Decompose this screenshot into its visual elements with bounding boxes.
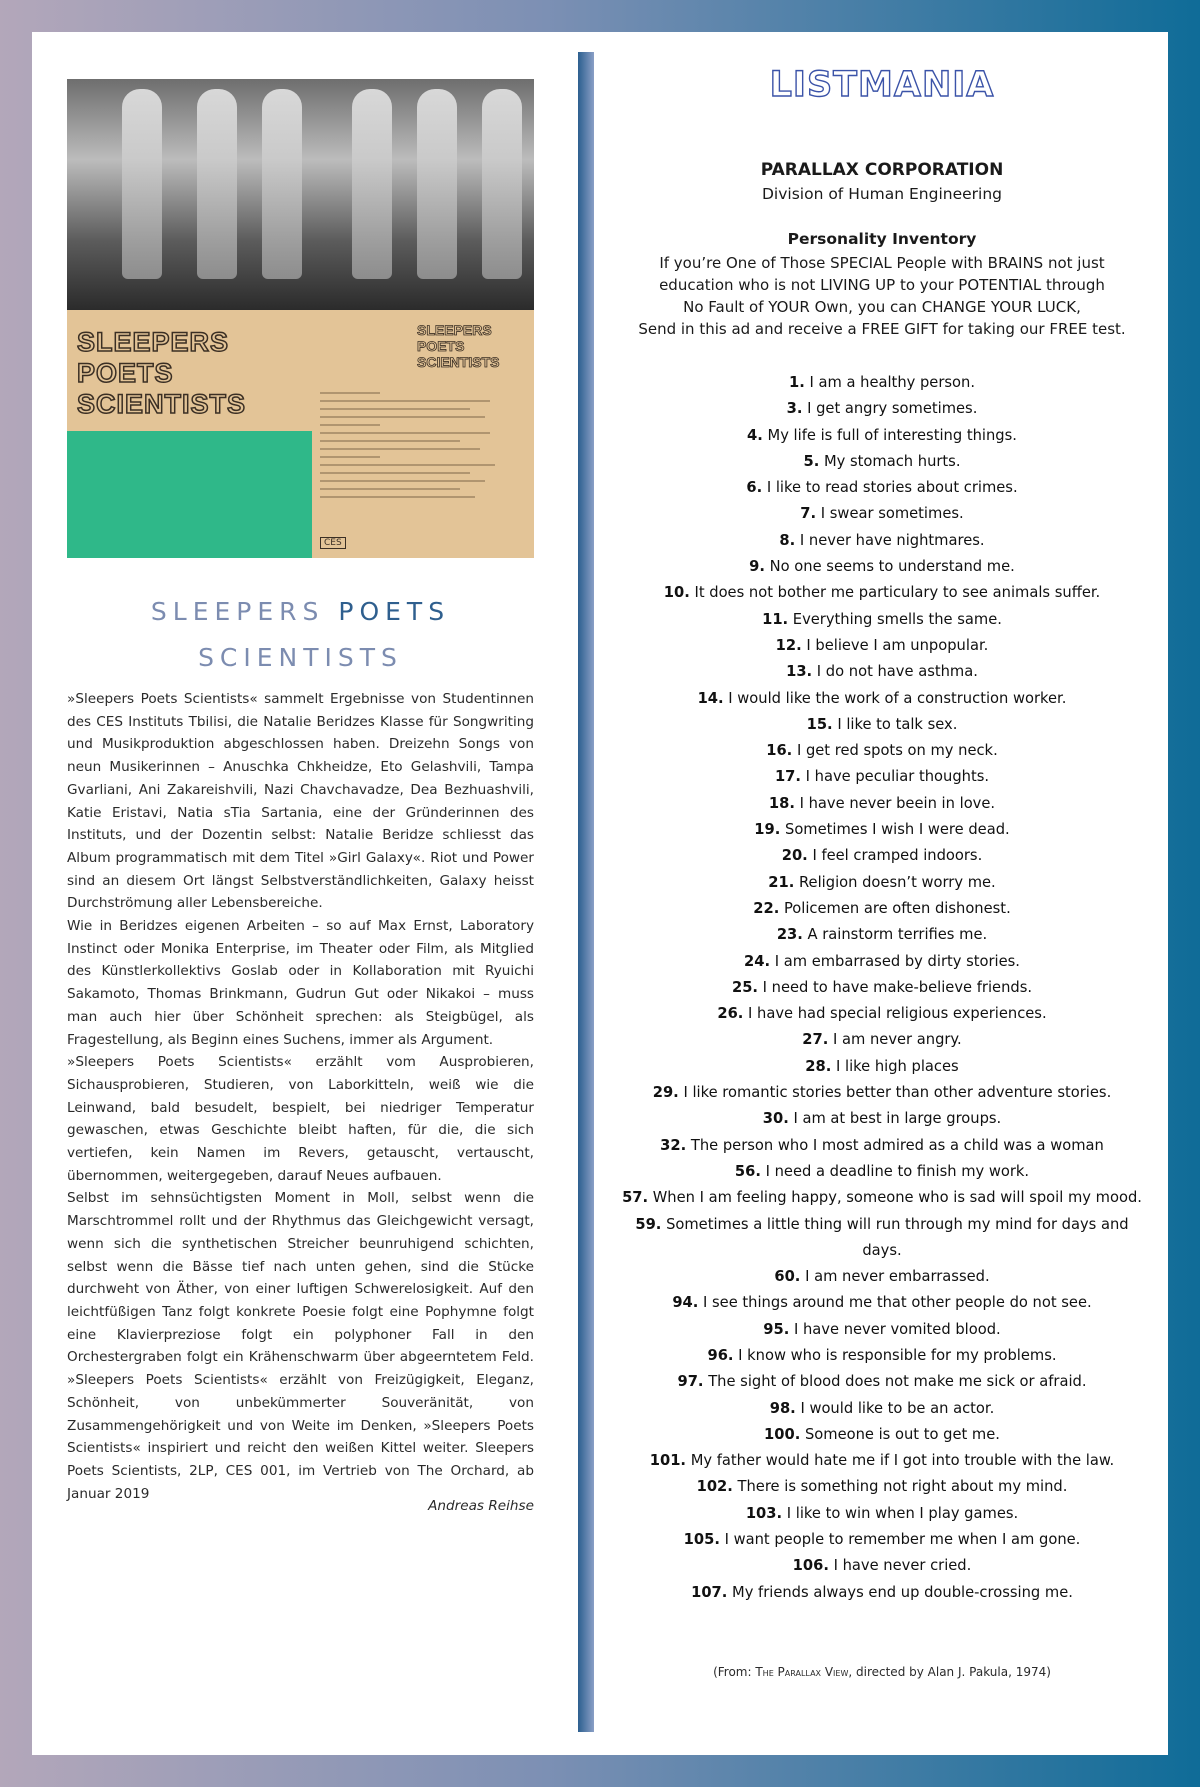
item-text: I like to win when I play games. bbox=[786, 1504, 1019, 1522]
item-text: A rainstorm terrifies me. bbox=[807, 926, 988, 944]
inventory-item bbox=[617, 633, 1147, 659]
inventory-item bbox=[617, 1027, 1147, 1053]
article-body bbox=[67, 688, 534, 1505]
item-text: I need a deadline to finish my work. bbox=[765, 1162, 1030, 1180]
item-number: 28. bbox=[805, 1057, 832, 1075]
item-text: I feel cramped indoors. bbox=[812, 847, 983, 865]
item-text: Everything smells the same. bbox=[792, 610, 1002, 628]
item-text: I have never beein in love. bbox=[799, 794, 996, 812]
inventory-item bbox=[617, 896, 1147, 922]
band-photo bbox=[67, 79, 534, 310]
item-number: 30. bbox=[762, 1110, 789, 1128]
item-number: 25. bbox=[731, 978, 758, 996]
cover-label-logo: CES bbox=[320, 537, 346, 549]
inventory-item bbox=[617, 949, 1147, 975]
item-text: My father would hate me if I got into trouble with the law. bbox=[690, 1452, 1115, 1470]
inventory-item bbox=[617, 449, 1147, 475]
item-number: 6. bbox=[746, 479, 763, 497]
item-number: 95. bbox=[763, 1320, 790, 1338]
inventory-item bbox=[617, 1212, 1147, 1265]
item-number: 59. bbox=[635, 1215, 662, 1233]
article-title: SLEEPERS POETS SCIENTISTS bbox=[150, 597, 451, 672]
item-number: 12. bbox=[775, 636, 802, 654]
inventory-item bbox=[617, 659, 1147, 685]
item-number: 98. bbox=[769, 1399, 796, 1417]
listmania-logo: LISTMANIA bbox=[769, 65, 995, 105]
item-text: I am a healthy person. bbox=[809, 374, 975, 391]
item-number: 102. bbox=[696, 1478, 733, 1496]
inventory-item bbox=[617, 1343, 1147, 1369]
item-text: I am at best in large groups. bbox=[793, 1110, 1002, 1128]
item-number: 24. bbox=[744, 952, 771, 970]
item-number: 27. bbox=[802, 1031, 829, 1049]
inventory-item bbox=[617, 1185, 1147, 1211]
item-number: 22. bbox=[753, 899, 780, 917]
inventory-item bbox=[617, 975, 1147, 1001]
item-text: I get angry sometimes. bbox=[807, 400, 978, 418]
inventory-item bbox=[617, 686, 1147, 712]
item-text: I know who is responsible for my problems. bbox=[738, 1346, 1057, 1364]
inventory-item bbox=[617, 764, 1147, 790]
item-text: I would like the work of a construction worker. bbox=[728, 689, 1067, 707]
item-number: 29. bbox=[652, 1084, 679, 1102]
item-text: I have had special religious experiences. bbox=[748, 1005, 1047, 1023]
item-number: 103. bbox=[745, 1504, 783, 1522]
item-number: 107. bbox=[691, 1583, 728, 1601]
article-paragraph: »Sleepers Poets Scientists« sammelt Ergebnisse von Studentinnen des CES Instituts Tbilisi, die Natalie Beridzes Klasse für Songwriting und Musikproduktion abgeschlossen haben. Dreizehn Songs von neun Musikerinnen – Anuschka Chkheidze, Eto Gelashvili, Tampa Gvarliani, Ani Zakareishvili, Nazi Chavchavadze, Dea Bezhuashvili, Katie Eristavi, Natia sTia Sartania, eine der Gründerinnen des Instituts, und der Dozentin selbst: Natalie Beridze schliesst das Album programmatisch mit dem Titel »Girl Galaxy«. Riot und Power sind an diesem Ort längst Selbstverständlichkeiten, Galaxy heisst Durchströmung aller Lebensbereiche. bbox=[67, 691, 534, 912]
item-number: 17. bbox=[774, 768, 801, 786]
item-number: 32. bbox=[660, 1136, 687, 1154]
inventory-intro: If you’re One of Those SPECIAL People with BRAINS not just education who is not LIVING UP to your POTENTIAL through No Fault of YOUR Own, you can CHANGE YOUR LUCK, Send in this ad and receive a FREE GIFT for taking our FREE test. bbox=[638, 254, 1126, 338]
item-text: I would like to be an actor. bbox=[800, 1399, 995, 1417]
item-text: I am never angry. bbox=[833, 1031, 962, 1049]
item-number: 57. bbox=[622, 1189, 649, 1207]
item-text: There is something not right about my mind. bbox=[737, 1478, 1068, 1496]
inventory-item bbox=[617, 1159, 1147, 1185]
inventory-item bbox=[617, 1317, 1147, 1343]
item-number: 20. bbox=[781, 847, 808, 865]
item-number: 16. bbox=[766, 742, 793, 760]
inventory-item bbox=[617, 501, 1147, 527]
item-text: I am embarrased by dirty stories. bbox=[774, 952, 1020, 970]
cover-green-block bbox=[67, 431, 312, 558]
item-text: I want people to remember me when I am gone. bbox=[724, 1531, 1081, 1549]
article-paragraph: »Sleepers Poets Scientists« erzählt vom Ausprobieren, Sichausprobieren, Studieren, von Laborkitteln, weiß wie die Leinwand, bald besudelt, bespielt, bei niedriger Temperatur gewaschen, etwas Geschichte bleibt haften, für die, die sich vertiefen, kein Namen im Revers, getauscht, vertauscht, übernommen, weitergegeben, darauf Neues aufbauen. bbox=[67, 1054, 534, 1184]
item-text: I like to talk sex. bbox=[837, 715, 958, 733]
cover-small-title: SLEEPERS POETS SCIENTISTS bbox=[417, 322, 500, 370]
inventory-item bbox=[617, 922, 1147, 948]
inventory-list bbox=[617, 370, 1147, 1606]
inventory-item bbox=[617, 1133, 1147, 1159]
inventory-item bbox=[617, 1396, 1147, 1422]
item-text: No one seems to understand me. bbox=[769, 558, 1015, 576]
cover-title: SLEEPERS POETS SCIENTISTS bbox=[77, 327, 247, 419]
item-number: 13. bbox=[786, 663, 813, 681]
item-number: 19. bbox=[754, 821, 781, 839]
inventory-item bbox=[617, 370, 1147, 396]
item-text: I am never embarrassed. bbox=[805, 1268, 990, 1286]
item-text: It does not bother me particulary to see animals suffer. bbox=[694, 584, 1101, 602]
item-number: 26. bbox=[717, 1005, 744, 1023]
article-author: Andreas Reihse bbox=[428, 1498, 534, 1514]
inventory-item bbox=[617, 817, 1147, 843]
item-number: 100. bbox=[764, 1425, 801, 1443]
item-text: Religion doesn’t worry me. bbox=[799, 873, 996, 891]
item-text: Someone is out to get me. bbox=[804, 1425, 1000, 1443]
inventory-item bbox=[617, 396, 1147, 422]
inventory-item bbox=[617, 1054, 1147, 1080]
inventory-item bbox=[617, 1369, 1147, 1395]
item-number: 15. bbox=[806, 715, 833, 733]
item-number: 3. bbox=[786, 400, 803, 418]
item-text: I have never vomited blood. bbox=[793, 1320, 1001, 1338]
inventory-item bbox=[617, 843, 1147, 869]
item-number: 4. bbox=[747, 426, 763, 444]
inventory-item bbox=[617, 712, 1147, 738]
inventory-item bbox=[617, 475, 1147, 501]
item-text: I need to have make-believe friends. bbox=[762, 978, 1033, 996]
item-number: 14. bbox=[697, 689, 724, 707]
item-text: I swear sometimes. bbox=[820, 505, 964, 523]
inventory-item bbox=[617, 1422, 1147, 1448]
inventory-item bbox=[617, 738, 1147, 764]
item-number: 9. bbox=[749, 558, 765, 576]
item-text: My stomach hurts. bbox=[823, 452, 961, 470]
item-number: 10. bbox=[663, 584, 690, 602]
item-text: My friends always end up double-crossing me. bbox=[732, 1583, 1073, 1601]
item-number: 105. bbox=[683, 1531, 720, 1549]
item-text: I see things around me that other people do not see. bbox=[703, 1294, 1092, 1312]
inventory-item bbox=[617, 1106, 1147, 1132]
inventory-item bbox=[617, 1264, 1147, 1290]
item-number: 94. bbox=[672, 1294, 699, 1312]
item-text: I get red spots on my neck. bbox=[796, 742, 998, 760]
inventory-item bbox=[617, 607, 1147, 633]
item-number: 101. bbox=[649, 1452, 687, 1470]
corporation-name: PARALLAX CORPORATION bbox=[760, 160, 1004, 180]
item-text: I believe I am unpopular. bbox=[806, 636, 989, 654]
item-number: 11. bbox=[762, 610, 789, 628]
item-number: 60. bbox=[774, 1268, 801, 1286]
item-text: I like romantic stories better than other adventure stories. bbox=[683, 1084, 1112, 1102]
item-number: 1. bbox=[789, 374, 805, 391]
item-text: When I am feeling happy, someone who is sad will spoil my mood. bbox=[652, 1189, 1142, 1207]
source-credit: (From: The Parallax View, directed by Alan J. Pakula, 1974) bbox=[713, 1665, 1051, 1679]
item-text: Policemen are often dishonest. bbox=[783, 899, 1011, 917]
inventory-item bbox=[617, 1080, 1147, 1106]
item-text: I like to read stories about crimes. bbox=[766, 479, 1018, 497]
item-number: 18. bbox=[768, 794, 795, 812]
inventory-item bbox=[617, 554, 1147, 580]
item-number: 106. bbox=[792, 1557, 829, 1575]
inventory-item bbox=[617, 1580, 1147, 1606]
album-cover-image bbox=[67, 79, 534, 558]
inventory-item bbox=[617, 791, 1147, 817]
item-number: 56. bbox=[734, 1162, 761, 1180]
inventory-item bbox=[617, 1474, 1147, 1500]
inventory-item bbox=[617, 580, 1147, 606]
division-name: Division of Human Engineering bbox=[761, 185, 1003, 203]
cover-tracklist bbox=[320, 386, 520, 504]
item-number: 97. bbox=[677, 1373, 704, 1391]
item-number: 21. bbox=[768, 873, 795, 891]
inventory-item bbox=[617, 1448, 1147, 1474]
article-paragraph: Wie in Beridzes eigenen Arbeiten – so auf Max Ernst, Laboratory Instinct oder Monika Enterprise, im Theater oder Film, als Mitglied des Künstlerkollektivs Goslab oder in Kollaboration mit Ryuichi Sakamoto, Thomas Brinkmann, Gudrun Gut oder Nikakoi – muss man auch hier über Schönheit sprechen: als Steigbügel, als Fragestellung, als Beginn eines Suchens, immer als Argument. bbox=[67, 918, 534, 1048]
item-text: I like high places bbox=[835, 1057, 959, 1075]
item-text: The sight of blood does not make me sick or afraid. bbox=[708, 1373, 1087, 1391]
inventory-item bbox=[617, 1290, 1147, 1316]
item-text: I have peculiar thoughts. bbox=[805, 768, 990, 786]
inventory-item bbox=[617, 1527, 1147, 1553]
item-number: 5. bbox=[803, 452, 820, 470]
item-text: Sometimes a little thing will run through my mind for days and days. bbox=[666, 1215, 1129, 1259]
item-text: I never have nightmares. bbox=[799, 531, 985, 549]
item-number: 7. bbox=[800, 505, 817, 523]
item-text: I do not have asthma. bbox=[816, 663, 978, 681]
item-text: I have never cried. bbox=[833, 1557, 972, 1575]
item-number: 8. bbox=[779, 531, 796, 549]
page bbox=[32, 32, 1168, 1755]
inventory-item bbox=[617, 1501, 1147, 1527]
inventory-item bbox=[617, 423, 1147, 449]
inventory-title: Personality Inventory bbox=[787, 230, 977, 248]
column-divider bbox=[578, 52, 594, 1732]
inventory-item bbox=[617, 1553, 1147, 1579]
article-paragraph: Selbst im sehnsüchtigsten Moment in Moll, selbst wenn die Marschtrommel rollt und der Rhythmus das Gleichgewicht versagt, wenn sich die synthetischen Streicher beunruhigend schichten, selbst wenn die Bässe tief nach unten gehen, sind die Stücke durchweht von Äther, von einer luftigen Schwerelosigkeit. Auf den leichtfüßigen Tanz folgt konkrete Poesie folgt eine Pophymne folgt eine Klavierpreziose folgt ein polyphoner Fall in den Orchestergraben folgt ein Krähenschwarm über abgeerntetem Feld. »Sleepers Poets Scientists« erzählt von Freizügigkeit, Eleganz, Schönheit, von unbekümmerter Souveränität, von Zusammengehörigkeit und von Weite im Denken, »Sleepers Poets Scientists« inspiriert und reicht den weißen Kittel weiter. Sleepers Poets Scientists, 2LP, CES 001, im Vertrieb von The Orchard, ab Januar 2019 bbox=[67, 1190, 534, 1502]
inventory-item bbox=[617, 870, 1147, 896]
inventory-item bbox=[617, 1001, 1147, 1027]
item-text: The person who I most admired as a child was a woman bbox=[690, 1136, 1104, 1154]
item-text: Sometimes I wish I were dead. bbox=[785, 821, 1010, 839]
item-number: 23. bbox=[776, 926, 803, 944]
inventory-item bbox=[617, 528, 1147, 554]
item-text: My life is full of interesting things. bbox=[767, 426, 1017, 444]
item-number: 96. bbox=[707, 1346, 734, 1364]
